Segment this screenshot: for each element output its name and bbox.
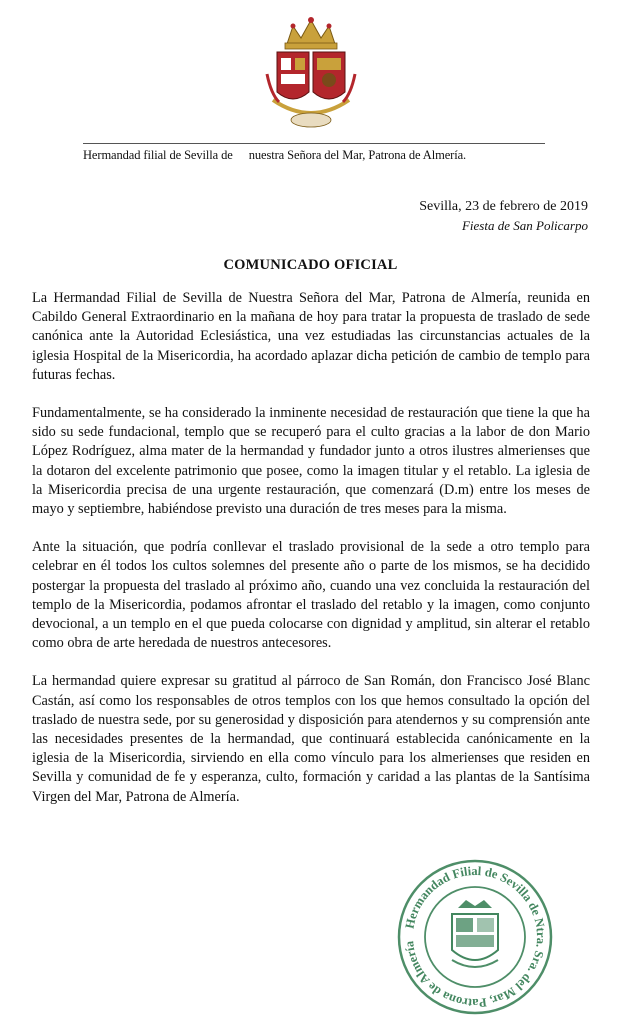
paragraph-1: La Hermandad Filial de Sevilla de Nuestra Señora del Mar, Patrona de Almería, reunida en Cabildo General Extraordinario en la mañana de hoy para tratar la propuesta de traslado de sede canónica ante la Autoridad Eclesiástica, una vez estudiadas las circunstancias actuales de la iglesia Hospital de la Misericordia, ha acordado aplazar dicha petición de cambio de templo para futuras fechas.: [32, 290, 590, 383]
seal-text: Hermandad Filial de Sevilla de Ntra. Sra. del Mar, Patrona de Almería: [402, 863, 549, 1011]
brotherhood-subtitle: [83, 148, 545, 163]
document-title: COMUNICADO OFICIAL: [223, 257, 398, 273]
document-body: [32, 289, 590, 826]
date-text: Sevilla, 23 de febrero de 2019: [419, 199, 588, 214]
dateline: [419, 197, 588, 235]
subtitle-left: Hermandad filial de Sevilla de: [83, 148, 233, 162]
subtitle-right: nuestra Señora del Mar, Patrona de Almería.: [248, 148, 467, 162]
feast-text: Fiesta de San Policarpo: [461, 218, 588, 233]
paragraph-4: La hermandad quiere expresar su gratitud al párroco de San Román, don Francisco José Blanc Castán, así como los responsables de otros templos con los que hemos consultado la opción del traslado de nuestra sede, por su generosidad y disposición para atendernos y su comprensión ante las necesidades presentes de la hermandad, que continuará establecida canónicamente en la iglesia de la Misericordia, sirviendo en ella como vínculo para los almerienses que residen en Sevilla y comunidad de fe y esperanza, culto, formación y caridad a las plantas de la Santísima Virgen del Mar, Patrona de Almería.: [32, 673, 590, 805]
official-seal-stamp: [396, 858, 554, 1016]
header-rule: [83, 143, 545, 144]
paragraph-2: Fundamentalmente, se ha considerado la inminente necesidad de restauración que tiene la que ha sido su sede fundacional, templo que se recuperó para el culto gracias a la labor de don Mario López Rodríguez, alma mater de la hermandad y fundador junto a otros ilustres almerienses que la dotaron del excelente patrimonio que posee, como la imagen titular y el retablo. La iglesia de la Misericordia precisa de una urgente restauración, que comenzará (D.m) entre los meses de mayo y septiembre, habiéndose previsto una duración de tres meses para la misma.: [32, 405, 590, 518]
coat-of-arms-icon: [265, 14, 357, 132]
paragraph-3: Ante la situación, que podría conllevar el traslado provisional de la sede a otro templo para celebrar en él todos los cultos solemnes del presente año o parte de los mismos, se ha decidido postergar la propuesta del traslado al próximo año, cuando una vez concluida la restauración del templo de la Misericordia, podamos afrontar el traslado del retablo y la imagen, como conjunto devocional, a un templo en el que pueda colocarse con dignidad y amplitud, sin alterar el retablo como obra de arte heredada de nuestros antecesores.: [32, 539, 590, 652]
